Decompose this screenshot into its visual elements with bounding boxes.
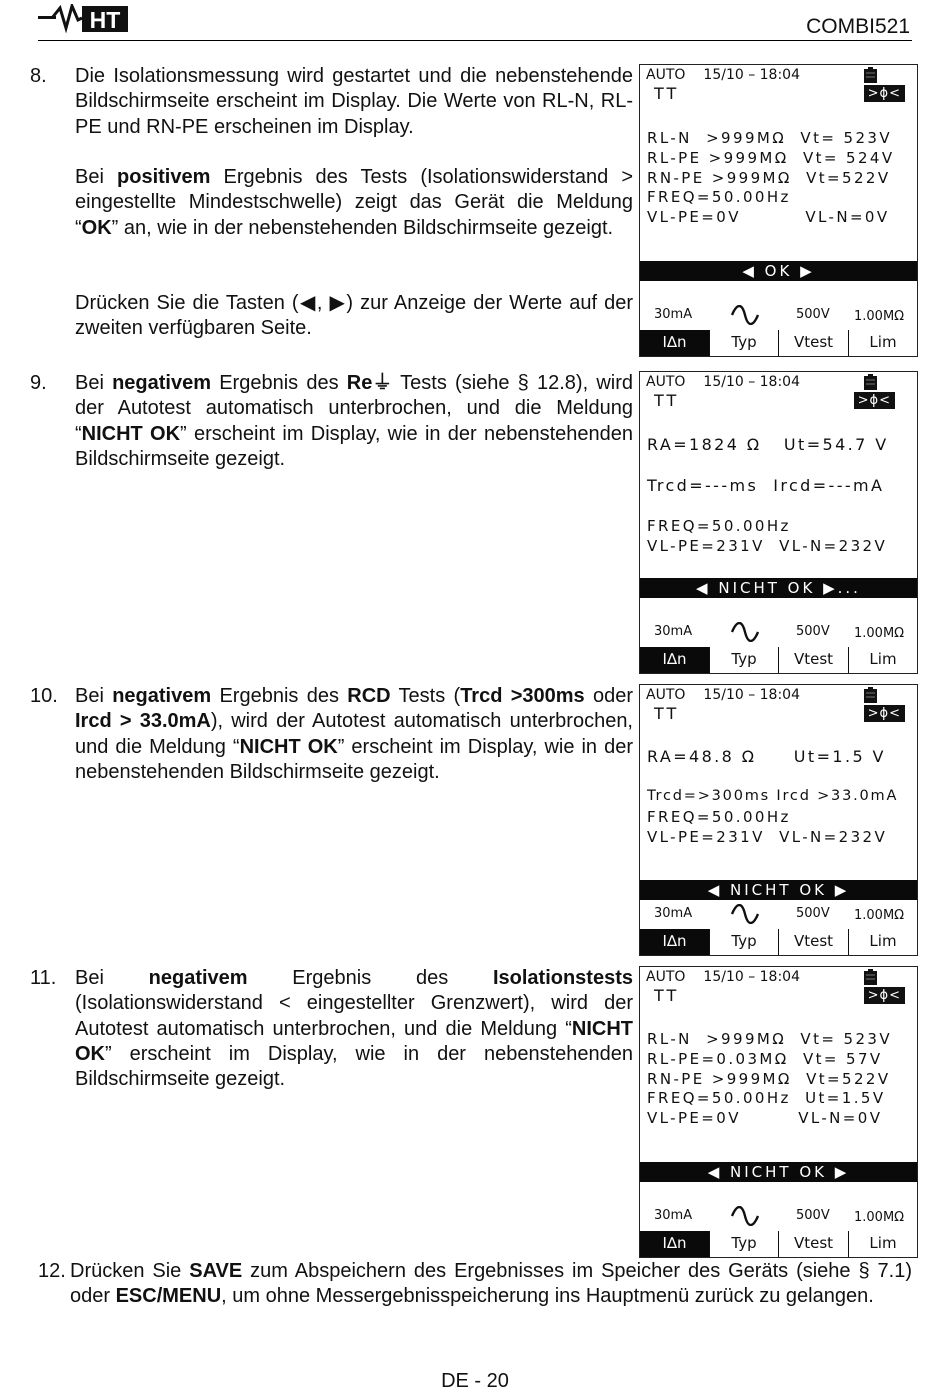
- sine-wave-icon: [730, 622, 760, 642]
- datetime-label: 15/10 – 18:04: [703, 687, 800, 703]
- system-type: TT: [654, 84, 680, 103]
- text-run: ” an, wie in der nebenstehenden Bildschirmseite gezeigt.: [111, 216, 614, 239]
- tab-idn[interactable]: I∆n: [640, 929, 709, 955]
- tab-vtest[interactable]: Vtest: [778, 647, 848, 673]
- text-run: Drücken Sie: [70, 1260, 190, 1282]
- item-8-paragraph-2: [75, 165, 633, 241]
- reading-line: VL-PE=231V VL-N=232V: [647, 537, 888, 555]
- item-10-paragraph: [75, 684, 633, 785]
- item-number-11: 11.: [30, 967, 57, 989]
- text-run: ” erscheint im Display, wie in der nebenstehenden Bildschirmseite gezeigt.: [75, 735, 634, 783]
- battery-icon: [864, 374, 877, 390]
- text-run: oder: [584, 685, 634, 707]
- tab-vtest[interactable]: Vtest: [778, 1231, 848, 1257]
- reading-line: RL-PE >999MΩ Vt= 524V: [647, 149, 895, 167]
- current-param: 30mA: [654, 307, 693, 322]
- item-12-paragraph: [70, 1259, 912, 1310]
- bold-text: negativem: [112, 685, 212, 707]
- text-run: ), wird der Autotest automatisch unterbrochen, und die Meldung “: [75, 710, 633, 758]
- reading-line: FREQ=50.00Hz: [647, 808, 791, 826]
- phase-rotation-indicator: >ϕ<: [864, 987, 905, 1004]
- battery-icon: [864, 687, 877, 703]
- tab-idn[interactable]: I∆n: [640, 647, 709, 673]
- reading-line: VL-PE=231V VL-N=232V: [647, 828, 888, 846]
- result-banner: ◀ NICHT OK ▶: [640, 1162, 917, 1182]
- text-run: Die Isolationsmessung wird gestartet und die nebenstehende Bildschirmseite erscheint im Display. Die Werte von RL-N, RL-PE und RN-PE erscheinen im Display.: [75, 65, 633, 138]
- text-run: Tests (siehe § 12.8), wird der Autotest automatisch unterbrochen, und die Meldung “: [75, 372, 633, 445]
- item-8-paragraph-1: [75, 64, 633, 140]
- mode-label: AUTO: [646, 67, 686, 83]
- tab-vtest[interactable]: Vtest: [778, 330, 848, 356]
- bold-text: OK: [81, 216, 112, 239]
- item-number-10: 10.: [30, 685, 58, 707]
- reading-line: Trcd=>300ms Ircd >33.0mA: [647, 788, 899, 804]
- item-number-9: 9.: [30, 372, 47, 394]
- item-number-8: 8.: [30, 65, 47, 87]
- text-run: (Isolationswiderstand < eingestellter Grenzwert), wird der Autotest automatisch unterbrochen, und die Meldung “: [75, 992, 633, 1040]
- bold-text: NICHT OK: [81, 422, 181, 445]
- screen-header: [646, 687, 800, 703]
- reading-line: FREQ=50.00Hz Ut=1.5V: [647, 1089, 886, 1107]
- tab-idn[interactable]: I∆n: [640, 330, 709, 356]
- voltage-param: 500V: [796, 1208, 830, 1223]
- voltage-param: 500V: [796, 906, 830, 921]
- datetime-label: 15/10 – 18:04: [703, 67, 800, 83]
- tab-typ[interactable]: Typ: [709, 1231, 778, 1257]
- voltage-param: 500V: [796, 307, 830, 322]
- tab-lim[interactable]: Lim: [848, 1231, 917, 1257]
- result-banner: ◀ NICHT OK ▶...: [640, 578, 917, 598]
- display-screen-4: [639, 966, 918, 1258]
- mode-label: AUTO: [646, 969, 686, 985]
- voltage-param: 500V: [796, 624, 830, 639]
- text-run: ” erscheint im Display, wie in der nebenstehenden Bildschirmseite gezeigt.: [75, 1042, 633, 1091]
- mode-label: AUTO: [646, 374, 686, 390]
- text-run: Ergebnis des: [211, 372, 347, 394]
- page-number: DE - 20: [441, 1370, 509, 1392]
- tab-lim[interactable]: Lim: [848, 647, 917, 673]
- text-run: Ergebnis des Tests (Isolationswiderstand > eingestellte Mindestschwelle) zeigt das Gerät die Meldung “: [75, 166, 633, 239]
- current-param: 30mA: [654, 624, 693, 639]
- product-name: COMBI521: [806, 15, 910, 38]
- softkey-bar: [640, 330, 917, 356]
- text-run: Bei: [75, 967, 149, 989]
- mode-label: AUTO: [646, 687, 686, 703]
- header-rule: [38, 40, 912, 41]
- battery-icon: [864, 67, 877, 83]
- text-run: Bei: [75, 685, 113, 707]
- tab-lim[interactable]: Lim: [848, 929, 917, 955]
- phase-rotation-indicator: >ϕ<: [864, 705, 905, 722]
- logo-text: HT: [89, 7, 121, 33]
- tab-typ[interactable]: Typ: [709, 647, 778, 673]
- sine-wave-icon: [730, 1206, 760, 1226]
- bold-text: NICHT OK: [75, 1017, 633, 1065]
- bold-text: negativem: [148, 967, 248, 989]
- screen-header: [646, 969, 800, 985]
- tab-idn[interactable]: I∆n: [640, 1231, 709, 1257]
- resistance-param: 1.00MΩ: [854, 908, 905, 923]
- battery-icon: [864, 969, 877, 985]
- bold-text: Re⏚: [346, 372, 393, 394]
- reading-line: RL-N >999MΩ Vt= 523V: [647, 129, 892, 147]
- reading-line: Trcd=---ms Ircd=---mA: [647, 476, 885, 495]
- tab-lim[interactable]: Lim: [848, 330, 917, 356]
- text-run: Bei: [75, 166, 118, 188]
- text-run: , um ohne Messergebnisspeicherung ins Hauptmenü zurück zu gelangen.: [221, 1285, 874, 1308]
- current-param: 30mA: [654, 1208, 693, 1223]
- reading-line: RA=48.8 Ω Ut=1.5 V: [647, 747, 886, 766]
- bold-text: positivem: [117, 166, 211, 188]
- ht-logo: [38, 4, 130, 34]
- bold-text: SAVE: [189, 1260, 243, 1282]
- resistance-param: 1.00MΩ: [854, 1210, 905, 1225]
- softkey-bar: [640, 647, 917, 673]
- text-run: Ergebnis des: [211, 685, 348, 707]
- result-banner: ◀ NICHT OK ▶: [640, 880, 917, 900]
- bold-text: Ircd > 33.0mA: [75, 710, 211, 733]
- tab-typ[interactable]: Typ: [709, 929, 778, 955]
- text-run: zum Abspeichern des Ergebnisses im Speicher des Geräts (siehe § 7.1) oder: [70, 1260, 912, 1308]
- display-screen-1: [639, 64, 918, 357]
- sine-wave-icon: [730, 305, 760, 325]
- system-type: TT: [654, 391, 680, 410]
- text-run: ” erscheint im Display, wie in der nebenstehenden Bildschirmseite gezeigt.: [75, 422, 633, 470]
- phase-rotation-indicator: >ϕ<: [854, 392, 895, 409]
- screen-header: [646, 67, 800, 83]
- reading-line: RN-PE >999MΩ Vt=522V: [647, 169, 891, 187]
- reading-line: RA=1824 Ω Ut=54.7 V: [647, 435, 889, 454]
- text-run: Drücken Sie die Tasten (◀, ▶) zur Anzeige der Werte auf der zweiten verfügbaren Seite.: [75, 292, 633, 340]
- tab-typ[interactable]: Typ: [709, 330, 778, 356]
- bold-text: NICHT OK: [239, 735, 338, 758]
- display-screen-3: [639, 684, 918, 956]
- phase-rotation-indicator: >ϕ<: [864, 85, 905, 102]
- bold-text: RCD: [347, 685, 391, 707]
- text-run: Bei: [75, 372, 113, 394]
- item-11-paragraph: [75, 966, 633, 1092]
- reading-line: RN-PE >999MΩ Vt=522V: [647, 1070, 891, 1088]
- reading-line: FREQ=50.00Hz: [647, 188, 791, 206]
- item-9-paragraph: [75, 371, 633, 472]
- resistance-param: 1.00MΩ: [854, 626, 905, 641]
- item-number-12: 12.: [38, 1260, 66, 1282]
- datetime-label: 15/10 – 18:04: [703, 969, 800, 985]
- system-type: TT: [654, 986, 680, 1005]
- reading-line: VL-PE=0V VL-N=0V: [647, 1109, 883, 1127]
- tab-vtest[interactable]: Vtest: [778, 929, 848, 955]
- text-run: Tests (: [390, 685, 461, 707]
- bold-text: negativem: [112, 372, 212, 394]
- screen-header: [646, 374, 800, 390]
- datetime-label: 15/10 – 18:04: [703, 374, 800, 390]
- reading-line: FREQ=50.00Hz: [647, 517, 791, 535]
- current-param: 30mA: [654, 906, 693, 921]
- result-banner: ◀ OK ▶: [640, 261, 917, 281]
- reading-line: RL-PE=0.03MΩ Vt= 57V: [647, 1050, 883, 1068]
- bold-text: ESC/MENU: [115, 1285, 222, 1308]
- sine-wave-icon: [730, 904, 760, 924]
- text-run: Ergebnis des: [247, 967, 493, 989]
- bold-text: Trcd >300ms: [460, 685, 585, 707]
- bold-text: Isolationstests: [492, 967, 633, 989]
- reading-line: RL-N >999MΩ Vt= 523V: [647, 1030, 892, 1048]
- item-8-paragraph-3: [75, 291, 633, 342]
- reading-line: VL-PE=0V VL-N=0V: [647, 208, 890, 226]
- resistance-param: 1.00MΩ: [854, 309, 905, 324]
- system-type: TT: [654, 704, 680, 723]
- softkey-bar: [640, 929, 917, 955]
- softkey-bar: [640, 1231, 917, 1257]
- display-screen-2: [639, 371, 918, 674]
